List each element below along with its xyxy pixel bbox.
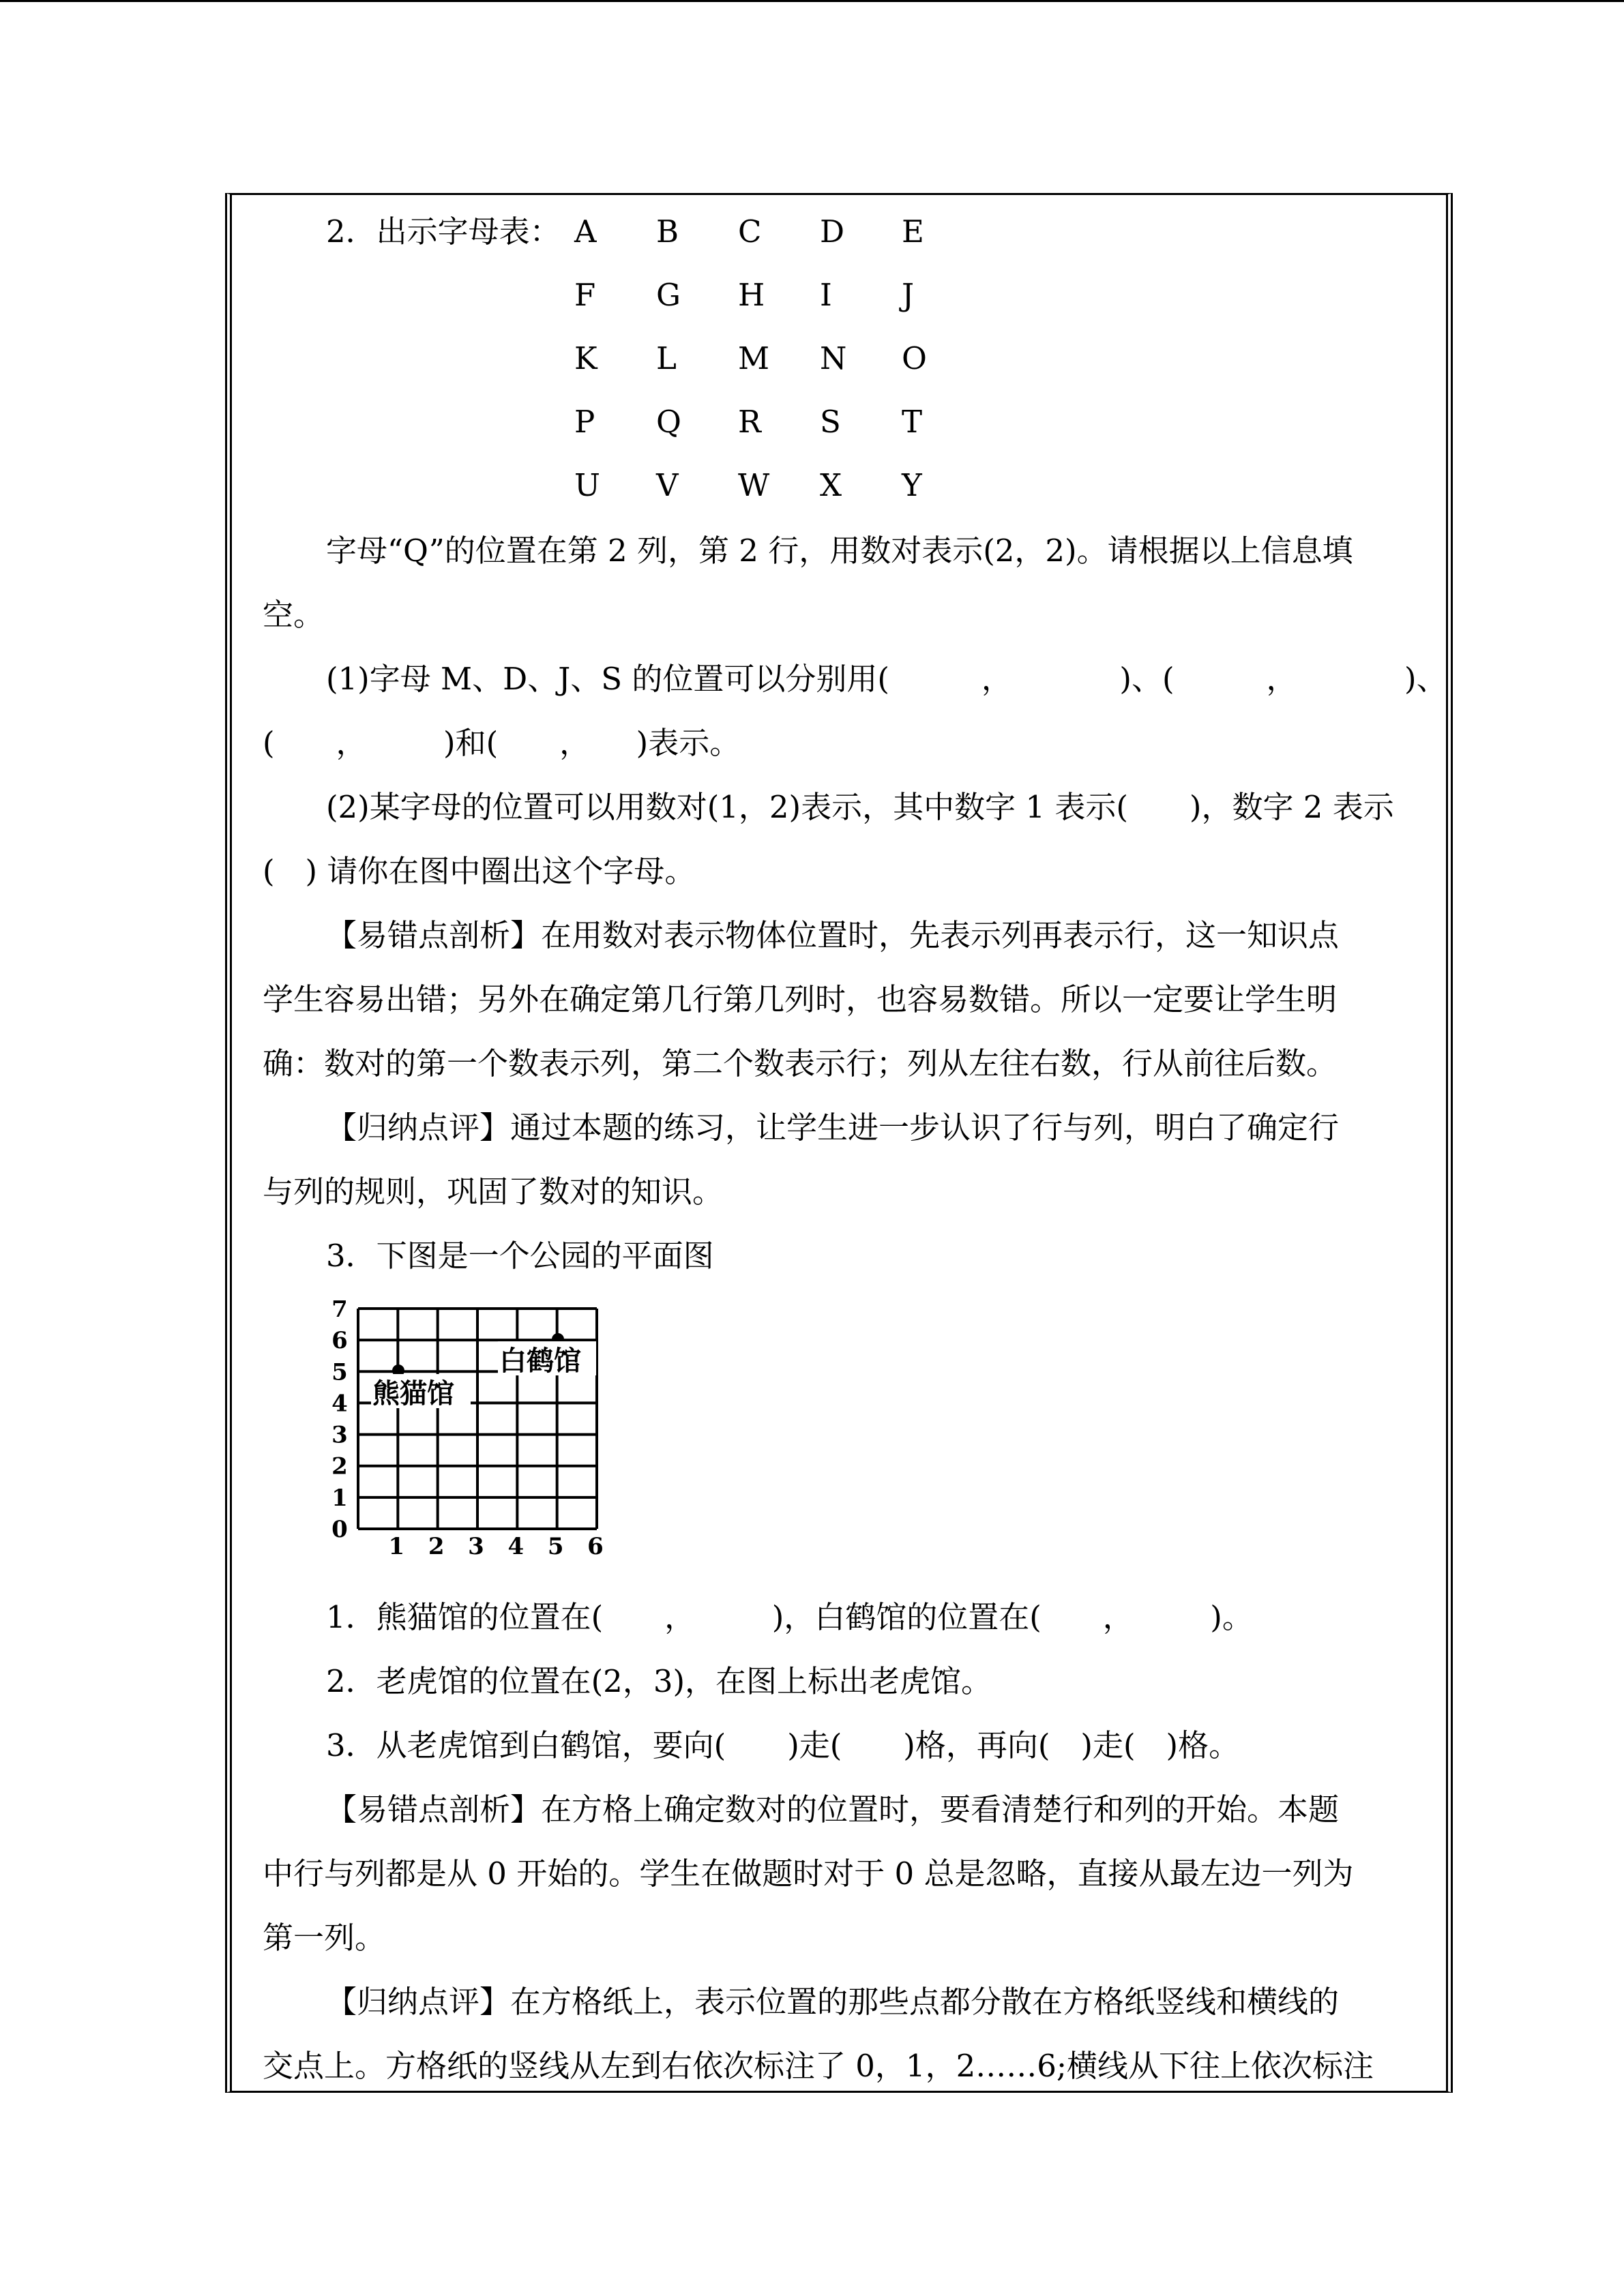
- letter-cell: U: [574, 467, 600, 503]
- letter-row: [574, 275, 984, 338]
- q3-item-2: 2．老虎馆的位置在(2，3)，在图上标出老虎馆。: [326, 1663, 992, 1699]
- letter-row: [574, 402, 984, 465]
- park-map: [327, 1300, 614, 1560]
- letter-cell: B: [656, 213, 679, 250]
- letter-cell: G: [656, 277, 681, 313]
- letter-cell: A: [574, 213, 597, 250]
- q2-error-analysis-cont: 学生容易出错；另外在确定第几行第几列时，也容易数错。所以一定要让学生明: [263, 981, 1338, 1017]
- y-tick-label: 0: [331, 1516, 348, 1543]
- letter-cell: S: [820, 404, 841, 440]
- q3-error-analysis-cont: 第一列。: [263, 1920, 386, 1956]
- y-tick-label: 5: [331, 1358, 348, 1386]
- q3-error-analysis: 【易错点剖析】在方格上确定数对的位置时，要看清楚行和列的开始。本题: [326, 1791, 1340, 1828]
- letter-cell: P: [574, 404, 595, 440]
- letter-cell: C: [738, 213, 762, 250]
- q3-error-analysis-cont: 中行与列都是从 0 开始的。学生在做题时对于 0 总是忽略，直接从最左边一列为: [263, 1855, 1354, 1892]
- q3-item-3: 3．从老虎馆到白鹤馆，要向( )走( )格，再向( )走( )格。: [326, 1727, 1240, 1763]
- letter-cell: T: [902, 404, 923, 440]
- q2-error-analysis-cont: 确：数对的第一个数表示列，第二个数表示行；列从左往右数，行从前往后数。: [263, 1045, 1338, 1082]
- letter-cell: I: [820, 277, 832, 313]
- map-x-labels: [388, 1533, 603, 1560]
- x-tick-label: 1: [388, 1533, 405, 1560]
- q2-subquestion-2-cont: ( ) 请你在图中圈出这个字母。: [263, 853, 696, 889]
- letter-cell: Y: [902, 467, 922, 503]
- x-tick-label: 4: [507, 1533, 525, 1560]
- letter-cell: X: [820, 467, 842, 503]
- q2-description-cont: 空。: [263, 597, 325, 633]
- letter-cell: F: [574, 277, 596, 313]
- q2-summary-cont: 与列的规则，巩固了数对的知识。: [263, 1174, 724, 1210]
- letter-cell: O: [902, 340, 927, 376]
- letter-row: [574, 211, 984, 275]
- letter-cell: R: [738, 404, 761, 440]
- letter-cell: E: [902, 213, 924, 250]
- q3-intro: 3．下图是一个公园的平面图: [326, 1238, 714, 1274]
- letter-cell: K: [574, 340, 597, 376]
- q2-summary: 【归纳点评】通过本题的练习，让学生进一步认识了行与列，明白了确定行: [326, 1109, 1340, 1146]
- panda-label: 熊猫馆: [372, 1378, 454, 1410]
- letter-row: [574, 465, 984, 528]
- y-tick-label: 1: [331, 1484, 348, 1512]
- letter-cell: M: [738, 340, 770, 376]
- crane-label: 白鹤馆: [499, 1345, 581, 1377]
- letter-cell: L: [656, 340, 677, 376]
- q2-error-analysis: 【易错点剖析】在用数对表示物体位置时，先表示列再表示行，这一知识点: [326, 917, 1340, 953]
- q3-item-1: 1．熊猫馆的位置在( ， )，白鹤馆的位置在( ， )。: [326, 1599, 1253, 1635]
- q2-subquestion-1-cont: ( ， )和( ， )表示。: [263, 725, 741, 761]
- letter-cell: W: [738, 467, 770, 503]
- y-tick-label: 4: [331, 1390, 348, 1418]
- q2-intro: 2．出示字母表：: [326, 213, 561, 250]
- x-tick-label: 6: [587, 1533, 604, 1560]
- letter-row: [574, 338, 984, 402]
- letter-table: [574, 211, 984, 528]
- q2-description: 字母“Q”的位置在第 2 列，第 2 行，用数对表示(2，2)。请根据以上信息填: [326, 533, 1353, 569]
- q2-subquestion-2: (2)某字母的位置可以用数对(1，2)表示，其中数字 1 表示( )，数字 2 表示: [326, 789, 1394, 825]
- x-tick-label: 2: [428, 1533, 445, 1560]
- q2-subquestion-1: (1)字母 M、D、J、S 的位置可以分别用( ， )、( ， )、: [326, 661, 1447, 697]
- letter-cell: N: [820, 340, 847, 376]
- letter-cell: Q: [656, 404, 681, 440]
- letter-cell: D: [820, 213, 845, 250]
- y-tick-label: 6: [331, 1327, 348, 1355]
- x-tick-label: 3: [468, 1533, 484, 1560]
- q3-summary-cont: 交点上。方格纸的竖线从左到右依次标注了 0，1，2……6;横线从下往上依次标注: [263, 2048, 1374, 2084]
- x-tick-label: 5: [547, 1533, 564, 1560]
- letter-cell: H: [738, 277, 765, 313]
- letter-cell: V: [656, 467, 679, 503]
- map-y-labels: [331, 1300, 348, 1543]
- page-top-rule: [0, 0, 1624, 2]
- y-tick-label: 7: [331, 1300, 348, 1323]
- q3-summary: 【归纳点评】在方格纸上，表示位置的那些点都分散在方格纸竖线和横线的: [326, 1984, 1340, 2020]
- y-tick-label: 3: [331, 1421, 348, 1449]
- y-tick-label: 2: [331, 1452, 348, 1480]
- letter-cell: J: [902, 277, 915, 313]
